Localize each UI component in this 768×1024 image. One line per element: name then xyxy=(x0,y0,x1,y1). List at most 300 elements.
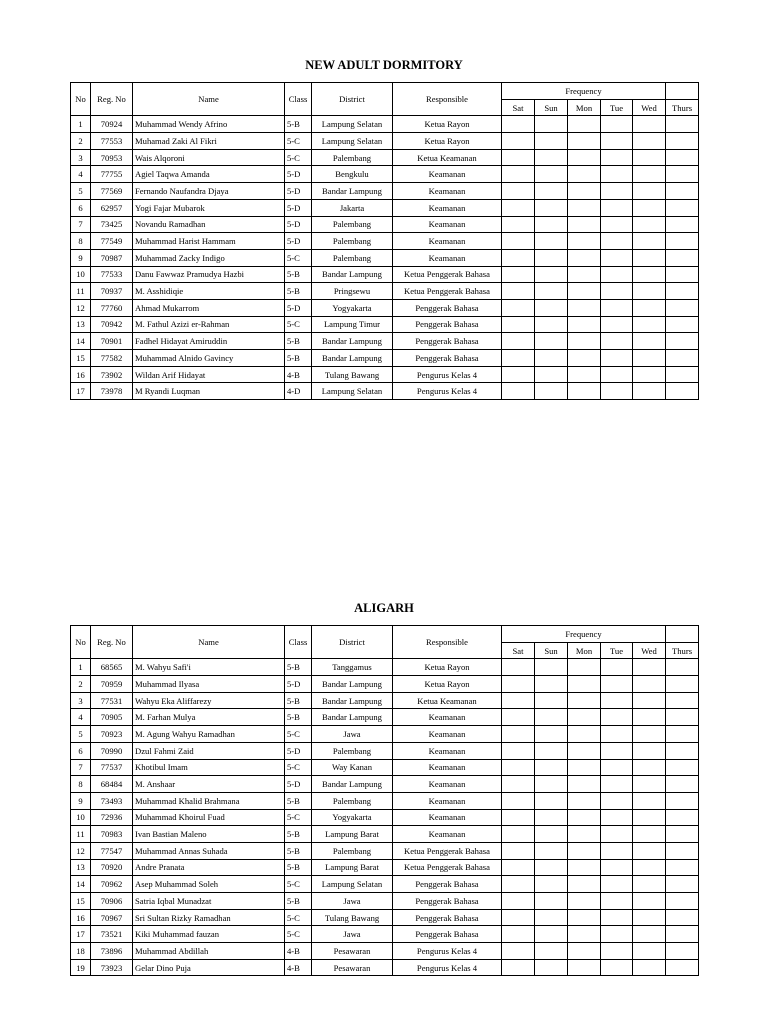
cell-frequency-wed[interactable] xyxy=(633,776,666,793)
cell-district: Bandar Lampung xyxy=(312,676,393,693)
cell-frequency-mon[interactable] xyxy=(568,299,601,316)
cell-frequency-thurs[interactable] xyxy=(666,350,699,367)
cell-frequency-sat[interactable] xyxy=(502,893,535,910)
cell-frequency-tue[interactable] xyxy=(601,216,633,233)
cell-frequency-sat[interactable] xyxy=(502,826,535,843)
cell-frequency-tue[interactable] xyxy=(601,742,633,759)
cell-name: M. Fathul Azizi er-Rahman xyxy=(133,316,285,333)
cell-frequency-mon[interactable] xyxy=(568,826,601,843)
cell-frequency-sat[interactable] xyxy=(502,909,535,926)
cell-frequency-tue[interactable] xyxy=(601,299,633,316)
cell-frequency-sun[interactable] xyxy=(535,809,568,826)
cell-frequency-sun[interactable] xyxy=(535,959,568,976)
cell-frequency-thurs[interactable] xyxy=(666,149,699,166)
cell-frequency-sun[interactable] xyxy=(535,383,568,400)
cell-frequency-sun[interactable] xyxy=(535,333,568,350)
cell-frequency-mon[interactable] xyxy=(568,959,601,976)
cell-frequency-sat[interactable] xyxy=(502,809,535,826)
cell-class: 5-B xyxy=(285,792,312,809)
cell-frequency-mon[interactable] xyxy=(568,676,601,693)
cell-frequency-sun[interactable] xyxy=(535,876,568,893)
cell-frequency-wed[interactable] xyxy=(633,659,666,676)
cell-frequency-wed[interactable] xyxy=(633,759,666,776)
table-row xyxy=(71,183,699,200)
cell-name: Ivan Bastian Maleno xyxy=(133,826,285,843)
cell-frequency-mon[interactable] xyxy=(568,233,601,250)
cell-frequency-mon[interactable] xyxy=(568,149,601,166)
cell-frequency-thurs[interactable] xyxy=(666,233,699,250)
header-day-thurs: Thurs xyxy=(666,642,699,659)
cell-frequency-sun[interactable] xyxy=(535,742,568,759)
cell-frequency-thurs[interactable] xyxy=(666,216,699,233)
cell-frequency-tue[interactable] xyxy=(601,842,633,859)
cell-responsible: Ketua Penggerak Bahasa xyxy=(393,283,502,300)
cell-name: Gelar Dino Puja xyxy=(133,959,285,976)
cell-frequency-thurs[interactable] xyxy=(666,383,699,400)
cell-frequency-thurs[interactable] xyxy=(666,809,699,826)
cell-frequency-sat[interactable] xyxy=(502,842,535,859)
cell-frequency-wed[interactable] xyxy=(633,809,666,826)
cell-no: 19 xyxy=(71,959,91,976)
cell-name: Muhammad Wendy Afrino xyxy=(133,116,285,133)
cell-class: 5-C xyxy=(285,876,312,893)
cell-frequency-sun[interactable] xyxy=(535,659,568,676)
cell-frequency-sat[interactable] xyxy=(502,943,535,960)
cell-frequency-wed[interactable] xyxy=(633,792,666,809)
cell-class: 5-C xyxy=(285,133,312,150)
cell-frequency-sun[interactable] xyxy=(535,249,568,266)
cell-frequency-wed[interactable] xyxy=(633,893,666,910)
cell-frequency-thurs[interactable] xyxy=(666,659,699,676)
cell-frequency-wed[interactable] xyxy=(633,133,666,150)
cell-frequency-sat[interactable] xyxy=(502,266,535,283)
cell-frequency-wed[interactable] xyxy=(633,366,666,383)
cell-reg-no: 73896 xyxy=(91,943,133,960)
cell-district: Lampung Barat xyxy=(312,826,393,843)
cell-frequency-wed[interactable] xyxy=(633,876,666,893)
cell-frequency-mon[interactable] xyxy=(568,726,601,743)
cell-district: Palembang xyxy=(312,216,393,233)
cell-district: Bandar Lampung xyxy=(312,183,393,200)
table-row xyxy=(71,692,699,709)
cell-name: Asep Muhammad Soleh xyxy=(133,876,285,893)
cell-frequency-mon[interactable] xyxy=(568,909,601,926)
cell-frequency-sun[interactable] xyxy=(535,149,568,166)
cell-frequency-thurs[interactable] xyxy=(666,893,699,910)
cell-frequency-mon[interactable] xyxy=(568,842,601,859)
cell-frequency-wed[interactable] xyxy=(633,166,666,183)
cell-name: Wahyu Eka Aliffarezy xyxy=(133,692,285,709)
cell-no: 4 xyxy=(71,166,91,183)
cell-frequency-tue[interactable] xyxy=(601,316,633,333)
cell-frequency-sat[interactable] xyxy=(502,759,535,776)
cell-frequency-tue[interactable] xyxy=(601,926,633,943)
cell-frequency-sun[interactable] xyxy=(535,943,568,960)
cell-frequency-sun[interactable] xyxy=(535,726,568,743)
cell-frequency-sun[interactable] xyxy=(535,909,568,926)
cell-frequency-mon[interactable] xyxy=(568,183,601,200)
cell-frequency-sun[interactable] xyxy=(535,266,568,283)
cell-frequency-mon[interactable] xyxy=(568,199,601,216)
header-class: Class xyxy=(285,83,312,116)
cell-frequency-mon[interactable] xyxy=(568,859,601,876)
cell-frequency-thurs[interactable] xyxy=(666,842,699,859)
cell-frequency-mon[interactable] xyxy=(568,876,601,893)
cell-frequency-sat[interactable] xyxy=(502,659,535,676)
header-no: No xyxy=(71,626,91,659)
cell-frequency-thurs[interactable] xyxy=(666,909,699,926)
cell-frequency-mon[interactable] xyxy=(568,316,601,333)
cell-frequency-tue[interactable] xyxy=(601,943,633,960)
cell-frequency-wed[interactable] xyxy=(633,249,666,266)
cell-frequency-sat[interactable] xyxy=(502,959,535,976)
cell-frequency-sun[interactable] xyxy=(535,366,568,383)
cell-frequency-sat[interactable] xyxy=(502,149,535,166)
cell-frequency-mon[interactable] xyxy=(568,742,601,759)
cell-frequency-tue[interactable] xyxy=(601,183,633,200)
cell-responsible: Keamanan xyxy=(393,826,502,843)
cell-class: 5-D xyxy=(285,233,312,250)
cell-frequency-wed[interactable] xyxy=(633,149,666,166)
cell-reg-no: 77582 xyxy=(91,350,133,367)
header-district: District xyxy=(312,626,393,659)
cell-frequency-sun[interactable] xyxy=(535,116,568,133)
header-day-sun: Sun xyxy=(535,99,568,116)
cell-frequency-mon[interactable] xyxy=(568,926,601,943)
cell-frequency-sat[interactable] xyxy=(502,676,535,693)
header-responsible: Responsible xyxy=(393,83,502,116)
cell-frequency-mon[interactable] xyxy=(568,283,601,300)
cell-frequency-sun[interactable] xyxy=(535,316,568,333)
cell-frequency-tue[interactable] xyxy=(601,776,633,793)
cell-frequency-tue[interactable] xyxy=(601,792,633,809)
cell-frequency-tue[interactable] xyxy=(601,149,633,166)
table-row xyxy=(71,133,699,150)
cell-responsible: Keamanan xyxy=(393,249,502,266)
cell-frequency-sat[interactable] xyxy=(502,249,535,266)
cell-frequency-mon[interactable] xyxy=(568,709,601,726)
cell-frequency-sat[interactable] xyxy=(502,133,535,150)
cell-frequency-sat[interactable] xyxy=(502,316,535,333)
cell-frequency-thurs[interactable] xyxy=(666,759,699,776)
cell-no: 15 xyxy=(71,893,91,910)
cell-district: Palembang xyxy=(312,742,393,759)
cell-frequency-sun[interactable] xyxy=(535,842,568,859)
cell-responsible: Ketua Rayon xyxy=(393,659,502,676)
cell-frequency-mon[interactable] xyxy=(568,333,601,350)
cell-frequency-wed[interactable] xyxy=(633,943,666,960)
cell-frequency-mon[interactable] xyxy=(568,776,601,793)
cell-district: Lampung Selatan xyxy=(312,116,393,133)
cell-frequency-sun[interactable] xyxy=(535,233,568,250)
cell-frequency-sun[interactable] xyxy=(535,299,568,316)
cell-frequency-mon[interactable] xyxy=(568,266,601,283)
cell-frequency-sat[interactable] xyxy=(502,216,535,233)
cell-frequency-sun[interactable] xyxy=(535,676,568,693)
cell-frequency-sat[interactable] xyxy=(502,776,535,793)
cell-frequency-wed[interactable] xyxy=(633,676,666,693)
cell-frequency-sat[interactable] xyxy=(502,726,535,743)
table-row xyxy=(71,249,699,266)
cell-frequency-wed[interactable] xyxy=(633,183,666,200)
cell-frequency-wed[interactable] xyxy=(633,909,666,926)
cell-name: M. Farhan Mulya xyxy=(133,709,285,726)
cell-frequency-thurs[interactable] xyxy=(666,709,699,726)
cell-no: 7 xyxy=(71,759,91,776)
cell-frequency-thurs[interactable] xyxy=(666,266,699,283)
cell-frequency-sat[interactable] xyxy=(502,709,535,726)
cell-district: Yogyakarta xyxy=(312,299,393,316)
cell-district: Pringsewu xyxy=(312,283,393,300)
cell-frequency-wed[interactable] xyxy=(633,826,666,843)
cell-district: Jawa xyxy=(312,726,393,743)
cell-frequency-sun[interactable] xyxy=(535,859,568,876)
cell-frequency-wed[interactable] xyxy=(633,842,666,859)
cell-frequency-sun[interactable] xyxy=(535,792,568,809)
cell-class: 5-B xyxy=(285,709,312,726)
cell-frequency-sun[interactable] xyxy=(535,133,568,150)
cell-frequency-mon[interactable] xyxy=(568,249,601,266)
roster-table xyxy=(70,625,699,976)
cell-frequency-mon[interactable] xyxy=(568,116,601,133)
cell-frequency-sun[interactable] xyxy=(535,926,568,943)
roster-body xyxy=(71,116,699,400)
cell-frequency-tue[interactable] xyxy=(601,233,633,250)
cell-frequency-thurs[interactable] xyxy=(666,133,699,150)
cell-frequency-thurs[interactable] xyxy=(666,742,699,759)
cell-frequency-sat[interactable] xyxy=(502,166,535,183)
cell-frequency-mon[interactable] xyxy=(568,943,601,960)
cell-frequency-mon[interactable] xyxy=(568,350,601,367)
cell-class: 5-B xyxy=(285,350,312,367)
cell-frequency-wed[interactable] xyxy=(633,350,666,367)
cell-frequency-sun[interactable] xyxy=(535,709,568,726)
header-name: Name xyxy=(133,83,285,116)
cell-frequency-thurs[interactable] xyxy=(666,676,699,693)
cell-frequency-sun[interactable] xyxy=(535,776,568,793)
cell-reg-no: 77755 xyxy=(91,166,133,183)
cell-frequency-mon[interactable] xyxy=(568,692,601,709)
cell-frequency-sat[interactable] xyxy=(502,333,535,350)
cell-frequency-sun[interactable] xyxy=(535,350,568,367)
cell-frequency-wed[interactable] xyxy=(633,726,666,743)
cell-frequency-thurs[interactable] xyxy=(666,116,699,133)
cell-frequency-sat[interactable] xyxy=(502,366,535,383)
cell-frequency-tue[interactable] xyxy=(601,116,633,133)
roster-body xyxy=(71,659,699,976)
cell-responsible: Ketua Penggerak Bahasa xyxy=(393,842,502,859)
table-row xyxy=(71,299,699,316)
cell-reg-no: 77533 xyxy=(91,266,133,283)
cell-frequency-sat[interactable] xyxy=(502,692,535,709)
cell-frequency-wed[interactable] xyxy=(633,116,666,133)
cell-frequency-sat[interactable] xyxy=(502,792,535,809)
cell-frequency-sun[interactable] xyxy=(535,893,568,910)
cell-frequency-thurs[interactable] xyxy=(666,792,699,809)
cell-frequency-wed[interactable] xyxy=(633,299,666,316)
cell-frequency-tue[interactable] xyxy=(601,199,633,216)
cell-reg-no: 70942 xyxy=(91,316,133,333)
cell-frequency-wed[interactable] xyxy=(633,859,666,876)
cell-frequency-thurs[interactable] xyxy=(666,183,699,200)
cell-responsible: Ketua Rayon xyxy=(393,676,502,693)
cell-frequency-tue[interactable] xyxy=(601,759,633,776)
cell-frequency-tue[interactable] xyxy=(601,366,633,383)
cell-frequency-tue[interactable] xyxy=(601,166,633,183)
cell-frequency-tue[interactable] xyxy=(601,809,633,826)
table-row xyxy=(71,859,699,876)
cell-frequency-wed[interactable] xyxy=(633,316,666,333)
cell-frequency-wed[interactable] xyxy=(633,216,666,233)
cell-frequency-tue[interactable] xyxy=(601,350,633,367)
cell-frequency-thurs[interactable] xyxy=(666,959,699,976)
cell-district: Palembang xyxy=(312,792,393,809)
cell-frequency-thurs[interactable] xyxy=(666,299,699,316)
cell-frequency-mon[interactable] xyxy=(568,759,601,776)
cell-frequency-mon[interactable] xyxy=(568,809,601,826)
cell-frequency-wed[interactable] xyxy=(633,283,666,300)
cell-frequency-sun[interactable] xyxy=(535,183,568,200)
cell-frequency-wed[interactable] xyxy=(633,233,666,250)
cell-frequency-tue[interactable] xyxy=(601,726,633,743)
cell-name: Novandu Ramadhan xyxy=(133,216,285,233)
cell-frequency-tue[interactable] xyxy=(601,826,633,843)
cell-frequency-tue[interactable] xyxy=(601,709,633,726)
cell-frequency-thurs[interactable] xyxy=(666,366,699,383)
cell-responsible: Pengurus Kelas 4 xyxy=(393,943,502,960)
cell-frequency-wed[interactable] xyxy=(633,959,666,976)
cell-class: 5-C xyxy=(285,249,312,266)
header-blank xyxy=(666,626,699,643)
cell-name: Agiel Taqwa Amanda xyxy=(133,166,285,183)
cell-frequency-sun[interactable] xyxy=(535,216,568,233)
cell-no: 1 xyxy=(71,116,91,133)
table-row xyxy=(71,149,699,166)
cell-frequency-sat[interactable] xyxy=(502,742,535,759)
cell-frequency-sat[interactable] xyxy=(502,299,535,316)
cell-frequency-sat[interactable] xyxy=(502,876,535,893)
cell-frequency-tue[interactable] xyxy=(601,266,633,283)
cell-name: Fadhel Hidayat Amiruddin xyxy=(133,333,285,350)
cell-frequency-sat[interactable] xyxy=(502,283,535,300)
cell-district: Pesawaran xyxy=(312,959,393,976)
cell-frequency-thurs[interactable] xyxy=(666,333,699,350)
cell-class: 5-B xyxy=(285,283,312,300)
cell-responsible: Ketua Keamanan xyxy=(393,692,502,709)
cell-frequency-thurs[interactable] xyxy=(666,943,699,960)
cell-frequency-sat[interactable] xyxy=(502,926,535,943)
cell-frequency-mon[interactable] xyxy=(568,166,601,183)
cell-frequency-tue[interactable] xyxy=(601,959,633,976)
cell-frequency-wed[interactable] xyxy=(633,333,666,350)
cell-no: 13 xyxy=(71,316,91,333)
cell-frequency-mon[interactable] xyxy=(568,366,601,383)
cell-frequency-tue[interactable] xyxy=(601,859,633,876)
cell-class: 5-C xyxy=(285,149,312,166)
cell-name: Ahmad Mukarrom xyxy=(133,299,285,316)
cell-reg-no: 70923 xyxy=(91,726,133,743)
cell-frequency-sun[interactable] xyxy=(535,826,568,843)
cell-frequency-thurs[interactable] xyxy=(666,692,699,709)
table-row xyxy=(71,659,699,676)
cell-name: Sri Sultan Rizky Ramadhan xyxy=(133,909,285,926)
cell-frequency-sat[interactable] xyxy=(502,116,535,133)
cell-frequency-sun[interactable] xyxy=(535,759,568,776)
cell-frequency-thurs[interactable] xyxy=(666,859,699,876)
cell-frequency-tue[interactable] xyxy=(601,659,633,676)
cell-frequency-sun[interactable] xyxy=(535,166,568,183)
cell-frequency-sun[interactable] xyxy=(535,692,568,709)
cell-responsible: Pengurus Kelas 4 xyxy=(393,366,502,383)
cell-frequency-wed[interactable] xyxy=(633,199,666,216)
cell-frequency-sat[interactable] xyxy=(502,350,535,367)
table-row xyxy=(71,893,699,910)
cell-frequency-wed[interactable] xyxy=(633,692,666,709)
cell-frequency-thurs[interactable] xyxy=(666,283,699,300)
cell-frequency-sat[interactable] xyxy=(502,859,535,876)
cell-frequency-mon[interactable] xyxy=(568,133,601,150)
cell-frequency-tue[interactable] xyxy=(601,676,633,693)
cell-reg-no: 77760 xyxy=(91,299,133,316)
cell-reg-no: 73425 xyxy=(91,216,133,233)
cell-frequency-thurs[interactable] xyxy=(666,876,699,893)
cell-frequency-wed[interactable] xyxy=(633,266,666,283)
cell-frequency-sat[interactable] xyxy=(502,183,535,200)
cell-frequency-thurs[interactable] xyxy=(666,249,699,266)
cell-frequency-thurs[interactable] xyxy=(666,316,699,333)
cell-frequency-thurs[interactable] xyxy=(666,776,699,793)
cell-frequency-thurs[interactable] xyxy=(666,199,699,216)
cell-frequency-sat[interactable] xyxy=(502,199,535,216)
cell-district: Tanggamus xyxy=(312,659,393,676)
cell-frequency-sun[interactable] xyxy=(535,199,568,216)
cell-responsible: Keamanan xyxy=(393,183,502,200)
cell-frequency-thurs[interactable] xyxy=(666,726,699,743)
header-class: Class xyxy=(285,626,312,659)
cell-frequency-tue[interactable] xyxy=(601,893,633,910)
cell-frequency-wed[interactable] xyxy=(633,742,666,759)
cell-frequency-mon[interactable] xyxy=(568,659,601,676)
cell-frequency-thurs[interactable] xyxy=(666,166,699,183)
cell-frequency-mon[interactable] xyxy=(568,216,601,233)
table-row xyxy=(71,216,699,233)
cell-frequency-wed[interactable] xyxy=(633,926,666,943)
cell-frequency-thurs[interactable] xyxy=(666,926,699,943)
cell-frequency-wed[interactable] xyxy=(633,383,666,400)
cell-district: Tulang Bawang xyxy=(312,366,393,383)
cell-frequency-tue[interactable] xyxy=(601,283,633,300)
cell-responsible: Keamanan xyxy=(393,742,502,759)
cell-frequency-tue[interactable] xyxy=(601,692,633,709)
cell-frequency-wed[interactable] xyxy=(633,709,666,726)
cell-class: 5-B xyxy=(285,826,312,843)
cell-frequency-tue[interactable] xyxy=(601,249,633,266)
cell-frequency-sun[interactable] xyxy=(535,283,568,300)
cell-responsible: Ketua Keamanan xyxy=(393,149,502,166)
cell-frequency-mon[interactable] xyxy=(568,383,601,400)
cell-frequency-tue[interactable] xyxy=(601,876,633,893)
cell-frequency-mon[interactable] xyxy=(568,893,601,910)
cell-frequency-tue[interactable] xyxy=(601,133,633,150)
cell-frequency-thurs[interactable] xyxy=(666,826,699,843)
cell-frequency-tue[interactable] xyxy=(601,909,633,926)
cell-class: 5-D xyxy=(285,299,312,316)
cell-frequency-mon[interactable] xyxy=(568,792,601,809)
cell-frequency-sat[interactable] xyxy=(502,383,535,400)
cell-frequency-tue[interactable] xyxy=(601,383,633,400)
cell-frequency-tue[interactable] xyxy=(601,333,633,350)
cell-frequency-sat[interactable] xyxy=(502,233,535,250)
